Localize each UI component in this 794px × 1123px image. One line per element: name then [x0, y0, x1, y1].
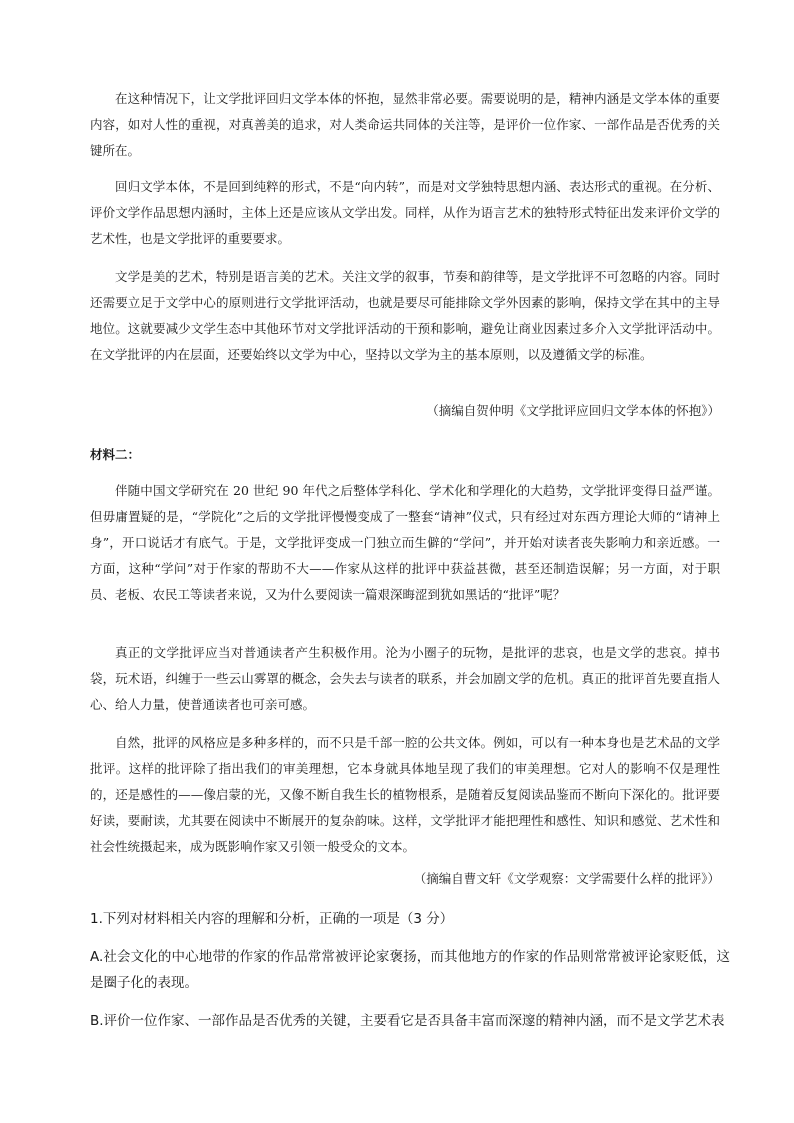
material2-paragraph-3: 自然，批评的风格应是多种多样的，而不只是千部一腔的公共文体。例如，可以有一种本身也是艺术品的文学批评。这样的批评除了指出我们的审美理想，它本身就具体地呈现了我们的审美理想。它对人的影响不仅是理性的，还是感性的——像启蒙的光，又像不断自我生长的植物根系，是随着反复阅读品鉴而不断向下深化的。批评要好读，要耐读，尤其要在阅读中不断展开的复杂韵味。这样，文学批评才能把理性和感性、知识和感觉、艺术性和社会性统摄起来，成为既影响作家又引领一般受众的文本。 — [90, 735, 720, 854]
material2-source: （摘编自曹文轩《文学观察：文学需要什么样的批评》） — [413, 871, 720, 886]
material1-source: （摘编自贺仲明《文学批评应回归文学本体的怀抱》） — [426, 403, 720, 418]
material2-paragraph-1: 伴随中国文学研究在 20 世纪 90 年代之后整体学科化、学术化和学理化的大趋势，文学批评变得日益严谨。但毋庸置疑的是，“学院化”之后的文学批评慢慢变成了一整套“请神”仪式，只有经过对东西方理论大师的“请神上身”，开口说话才有底气。于是，文学批评变成一门独立而生僻的“学问”，并开始对读者丧失影响力和亲近感。一方面，这种“学问”对于作家的帮助不大——作家从这样的批评中获益甚微，甚至还制造误解；另一方面，对于职员、老板、农民工等读者来说，又为什么要阅读一篇艰深晦涩到犹如黑话的“批评”呢？ — [90, 483, 720, 602]
option-b: B.评价一位作家、一部作品是否优秀的关键，主要看它是否具备丰富而深邃的精神内涵，而不是文学艺术表 — [90, 1013, 725, 1029]
question-stem: 1.下列对材料相关内容的理解和分析，正确的一项是（3 分） — [90, 911, 454, 927]
material1-paragraph-3: 文学是美的艺术，特别是语言美的艺术。关注文学的叙事，节奏和韵律等，是文学批评不可忽略的内容。同时还需要立足于文学中心的原则进行文学批评活动，也就是要尽可能排除文学外因素的影响，保持文学在其中的主导地位。这就要减少文学生态中其他环节对文学批评活动的干预和影响，避免让商业因素过多介入文学批评活动中。在文学批评的内在层面，还要始终以文学为中心，坚持以文学为主的基本原则，以及遵循文学的标准。 — [90, 269, 720, 362]
material2-paragraph-2: 真正的文学批评应当对普通读者产生积极作用。沦为小圈子的玩物，是批评的悲哀，也是文学的悲哀。掉书袋，玩术语，纠缠于一些云山雾罩的概念，会失去与读者的联系，并会加剧文学的危机。真正的批评首先要直指人心、给人力量，使普通读者也可亲可感。 — [90, 645, 720, 712]
material1-paragraph-1: 在这种情况下，让文学批评回归文学本体的怀抱，显然非常必要。需要说明的是，精神内涵是文学本体的重要内容，如对人性的重视，对真善美的追求，对人类命运共同体的关注等，是评价一位作家、一部作品是否优秀的关键所在。 — [90, 91, 720, 158]
material1-paragraph-2: 回归文学本体，不是回到纯粹的形式，不是“向内转”，而是对文学独特思想内涵、表达形式的重视。在分析、评价文学作品思想内涵时，主体上还是应该从文学出发。同样，从作为语言艺术的独特形式特征出发来评价文学的艺术性，也是文学批评的重要要求。 — [90, 179, 720, 246]
material2-heading: 材料二： — [90, 447, 141, 462]
option-a: A.社会文化的中心地带的作家的作品常常被评论家褒扬，而其他地方的作家的作品则常常被评论家贬低，这是圈子化的表现。 — [90, 949, 730, 991]
